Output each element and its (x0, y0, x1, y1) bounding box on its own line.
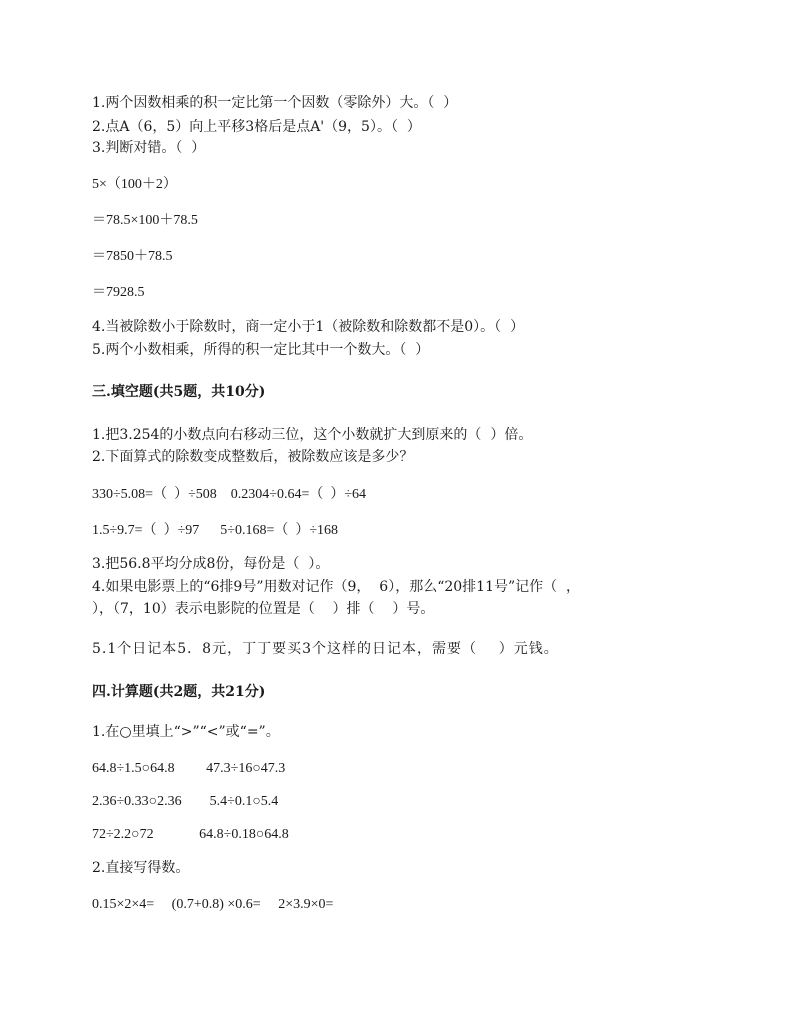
calc-step-3: ＝7850＋78.5 (92, 249, 173, 264)
judge-item-3: 3.判断对错。（ ） (92, 140, 206, 156)
judge-item-2: 2.点A（6，5）向上平移3格后是点A'（9，5）。（ ） (92, 119, 421, 135)
calc-q1-row2: 2.36÷0.33○2.36 5.4÷0.1○5.4 (92, 794, 279, 809)
calc-q1-row3: 72÷2.2○72 64.8÷0.18○64.8 (92, 827, 289, 842)
fill-q5: 5.1个日记本5．8元，丁丁要买3个这样的日记本，需要（ ）元钱。 (92, 641, 559, 657)
judge-item-1: 1.两个因数相乘的积一定比第一个因数（零除外）大。（ ） (92, 95, 458, 111)
section-3-title: 三.填空题(共5题，共10分) (92, 384, 266, 400)
calc-q2: 2.直接写得数。 (92, 860, 190, 876)
judge-item-4: 4.当被除数小于除数时，商一定小于1（被除数和除数都不是0）。（ ） (92, 319, 525, 335)
fill-q2: 2.下面算式的除数变成整数后，被除数应该是多少？ (92, 449, 414, 465)
calc-step-4: ＝7928.5 (92, 285, 145, 300)
calc-q1-row1: 64.8÷1.5○64.8 47.3÷16○47.3 (92, 761, 286, 776)
judge-item-5: 5.两个小数相乘，所得的积一定比其中一个数大。（ ） (92, 342, 430, 358)
fill-q2-row2: 1.5÷9.7=（ ）÷97 5÷0.168=（ ）÷168 (92, 523, 339, 538)
calc-q2-row1: 0.15×2×4= (0.7+0.8) ×0.6= 2×3.9×0= (92, 897, 334, 912)
calc-q1: 1.在○里填上“>”“<”或“=”。 (92, 724, 280, 740)
fill-q4-line1: 4.如果电影票上的“6排9号”用数对记作（9， 6），那么“20排11号”记作（ ， (92, 579, 581, 595)
fill-q2-row1: 330÷5.08=（ ）÷508 0.2304÷0.64=（ ）÷64 (92, 487, 367, 502)
fill-q3: 3.把56.8平均分成8份，每份是（ ）。 (92, 556, 330, 572)
fill-q1: 1.把3.254的小数点向右移动三位，这个小数就扩大到原来的（ ）倍。 (92, 427, 533, 443)
section-4-title: 四.计算题(共2题，共21分) (92, 684, 266, 700)
calc-step-2: ＝78.5×100＋78.5 (92, 213, 198, 228)
fill-q4-line2: ），（7，10）表示电影院的位置是（ ）排（ ）号。 (92, 601, 435, 617)
calc-step-1: 5×（100＋2） (92, 177, 177, 192)
